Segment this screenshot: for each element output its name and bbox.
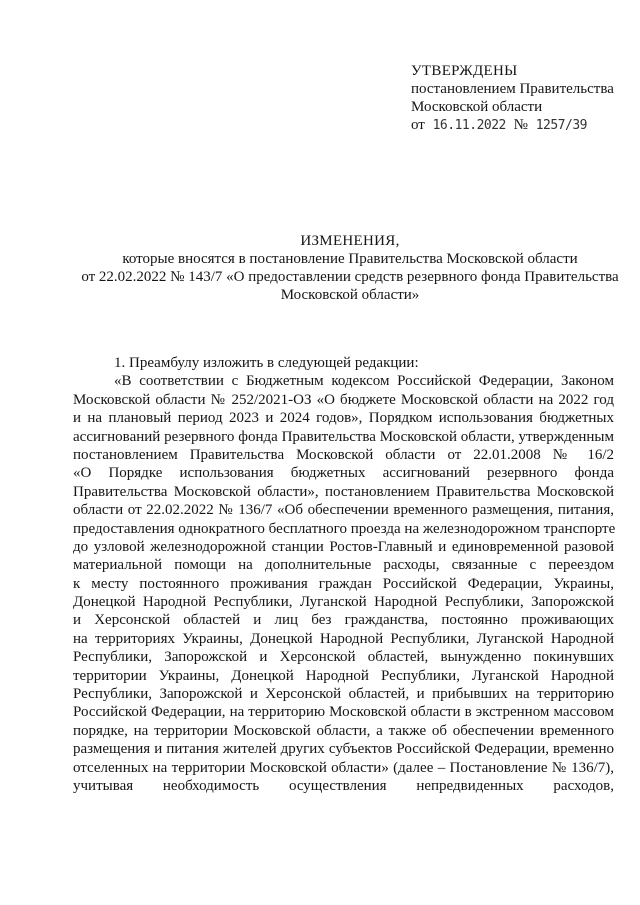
body-line: и на плановый период 2023 и 2024 годов», Порядком использования бюджетных [73, 410, 614, 427]
body-line: территории Украины, Донецкой Народной Республики, Луганской Народной [73, 667, 614, 684]
number-label: № [513, 117, 528, 133]
approval-line-2: Московской области [411, 99, 543, 115]
body-line: до узловой железнодорожной станции Ростов-Главный и единовременной разовой [73, 538, 614, 555]
body-line: постановлением Правительства Московской области от 22.01.2008 № 16/2 [73, 446, 614, 463]
body-line: «В соответствии с Бюджетным кодексом Российской Федерации, Законом [114, 373, 614, 390]
body-line: на территориях Украины, Донецкой Народной Республики, Луганской Народной [73, 630, 614, 647]
body-line: учитывая необходимость осуществления непредвиденных расходов, [73, 777, 614, 794]
body-line: 1. Преамбулу изложить в следующей редакции: [114, 355, 419, 371]
body-line: материальной помощи на дополнительные расходы, связанные с переездом [73, 557, 614, 574]
heading-title: ИЗМЕНЕНИЯ, [300, 233, 400, 249]
body-line: порядке, на территории Московской области, а также об обеспечении временного [73, 722, 614, 739]
from-label: от [411, 117, 425, 133]
body-line: ассигнований резервного фонда Правительства Московской области, утвержденным [73, 428, 614, 445]
body-line: Республики, Запорожской и Херсонской областей, вынужденно покинувших [73, 649, 614, 666]
approval-title: УТВЕРЖДЕНЫ [411, 63, 518, 79]
body-line: «О Порядке использования бюджетных ассигнований резервного фонда [73, 465, 614, 482]
body-line: размещения и питания жителей других субъектов Российской Федерации, временно [73, 741, 614, 758]
approval-number: 1257/39 [535, 118, 587, 133]
body-line: области от 22.02.2022 № 136/7 «Об обеспечении временного размещения, питания, [73, 502, 614, 519]
body-line: и Херсонской областей и лиц без гражданства, постоянно проживающих [73, 612, 614, 629]
body-line: Московской области № 252/2021-ОЗ «О бюджете Московской области на 2022 год [73, 391, 614, 408]
heading-line-1: которые вносятся в постановление Правительства Московской области [122, 251, 578, 267]
approval-block [411, 62, 631, 135]
document-body [73, 354, 614, 795]
body-line: Донецкой Народной Республики, Луганской Народной Республики, Запорожской [73, 594, 614, 611]
body-line: Республики, Запорожской и Херсонской областей, и прибывших на территорию [73, 686, 614, 703]
approval-date-line [411, 116, 631, 135]
approval-date: 16.11.2022 [432, 118, 506, 133]
document-heading [60, 232, 640, 304]
body-line: Правительства Московской области», постановлением Правительства Московской [73, 483, 614, 500]
body-line: предоставления однократного бесплатного проезда на железнодорожном транспорте [73, 520, 616, 537]
body-line: Российской Федерации, на территорию Московской области в экстренном массовом [73, 704, 614, 721]
heading-line-2: от 22.02.2022 № 143/7 «О предоставлении средств резервного фонда Правительства [81, 269, 619, 285]
body-line: к месту постоянного проживания граждан Российской Федерации, Украины, [73, 575, 614, 592]
approval-line-1: постановлением Правительства [411, 81, 614, 97]
heading-line-3: Московской области» [280, 287, 420, 303]
body-line: отселенных на территории Московской области» (далее – Постановление № 136/7), [73, 759, 614, 776]
